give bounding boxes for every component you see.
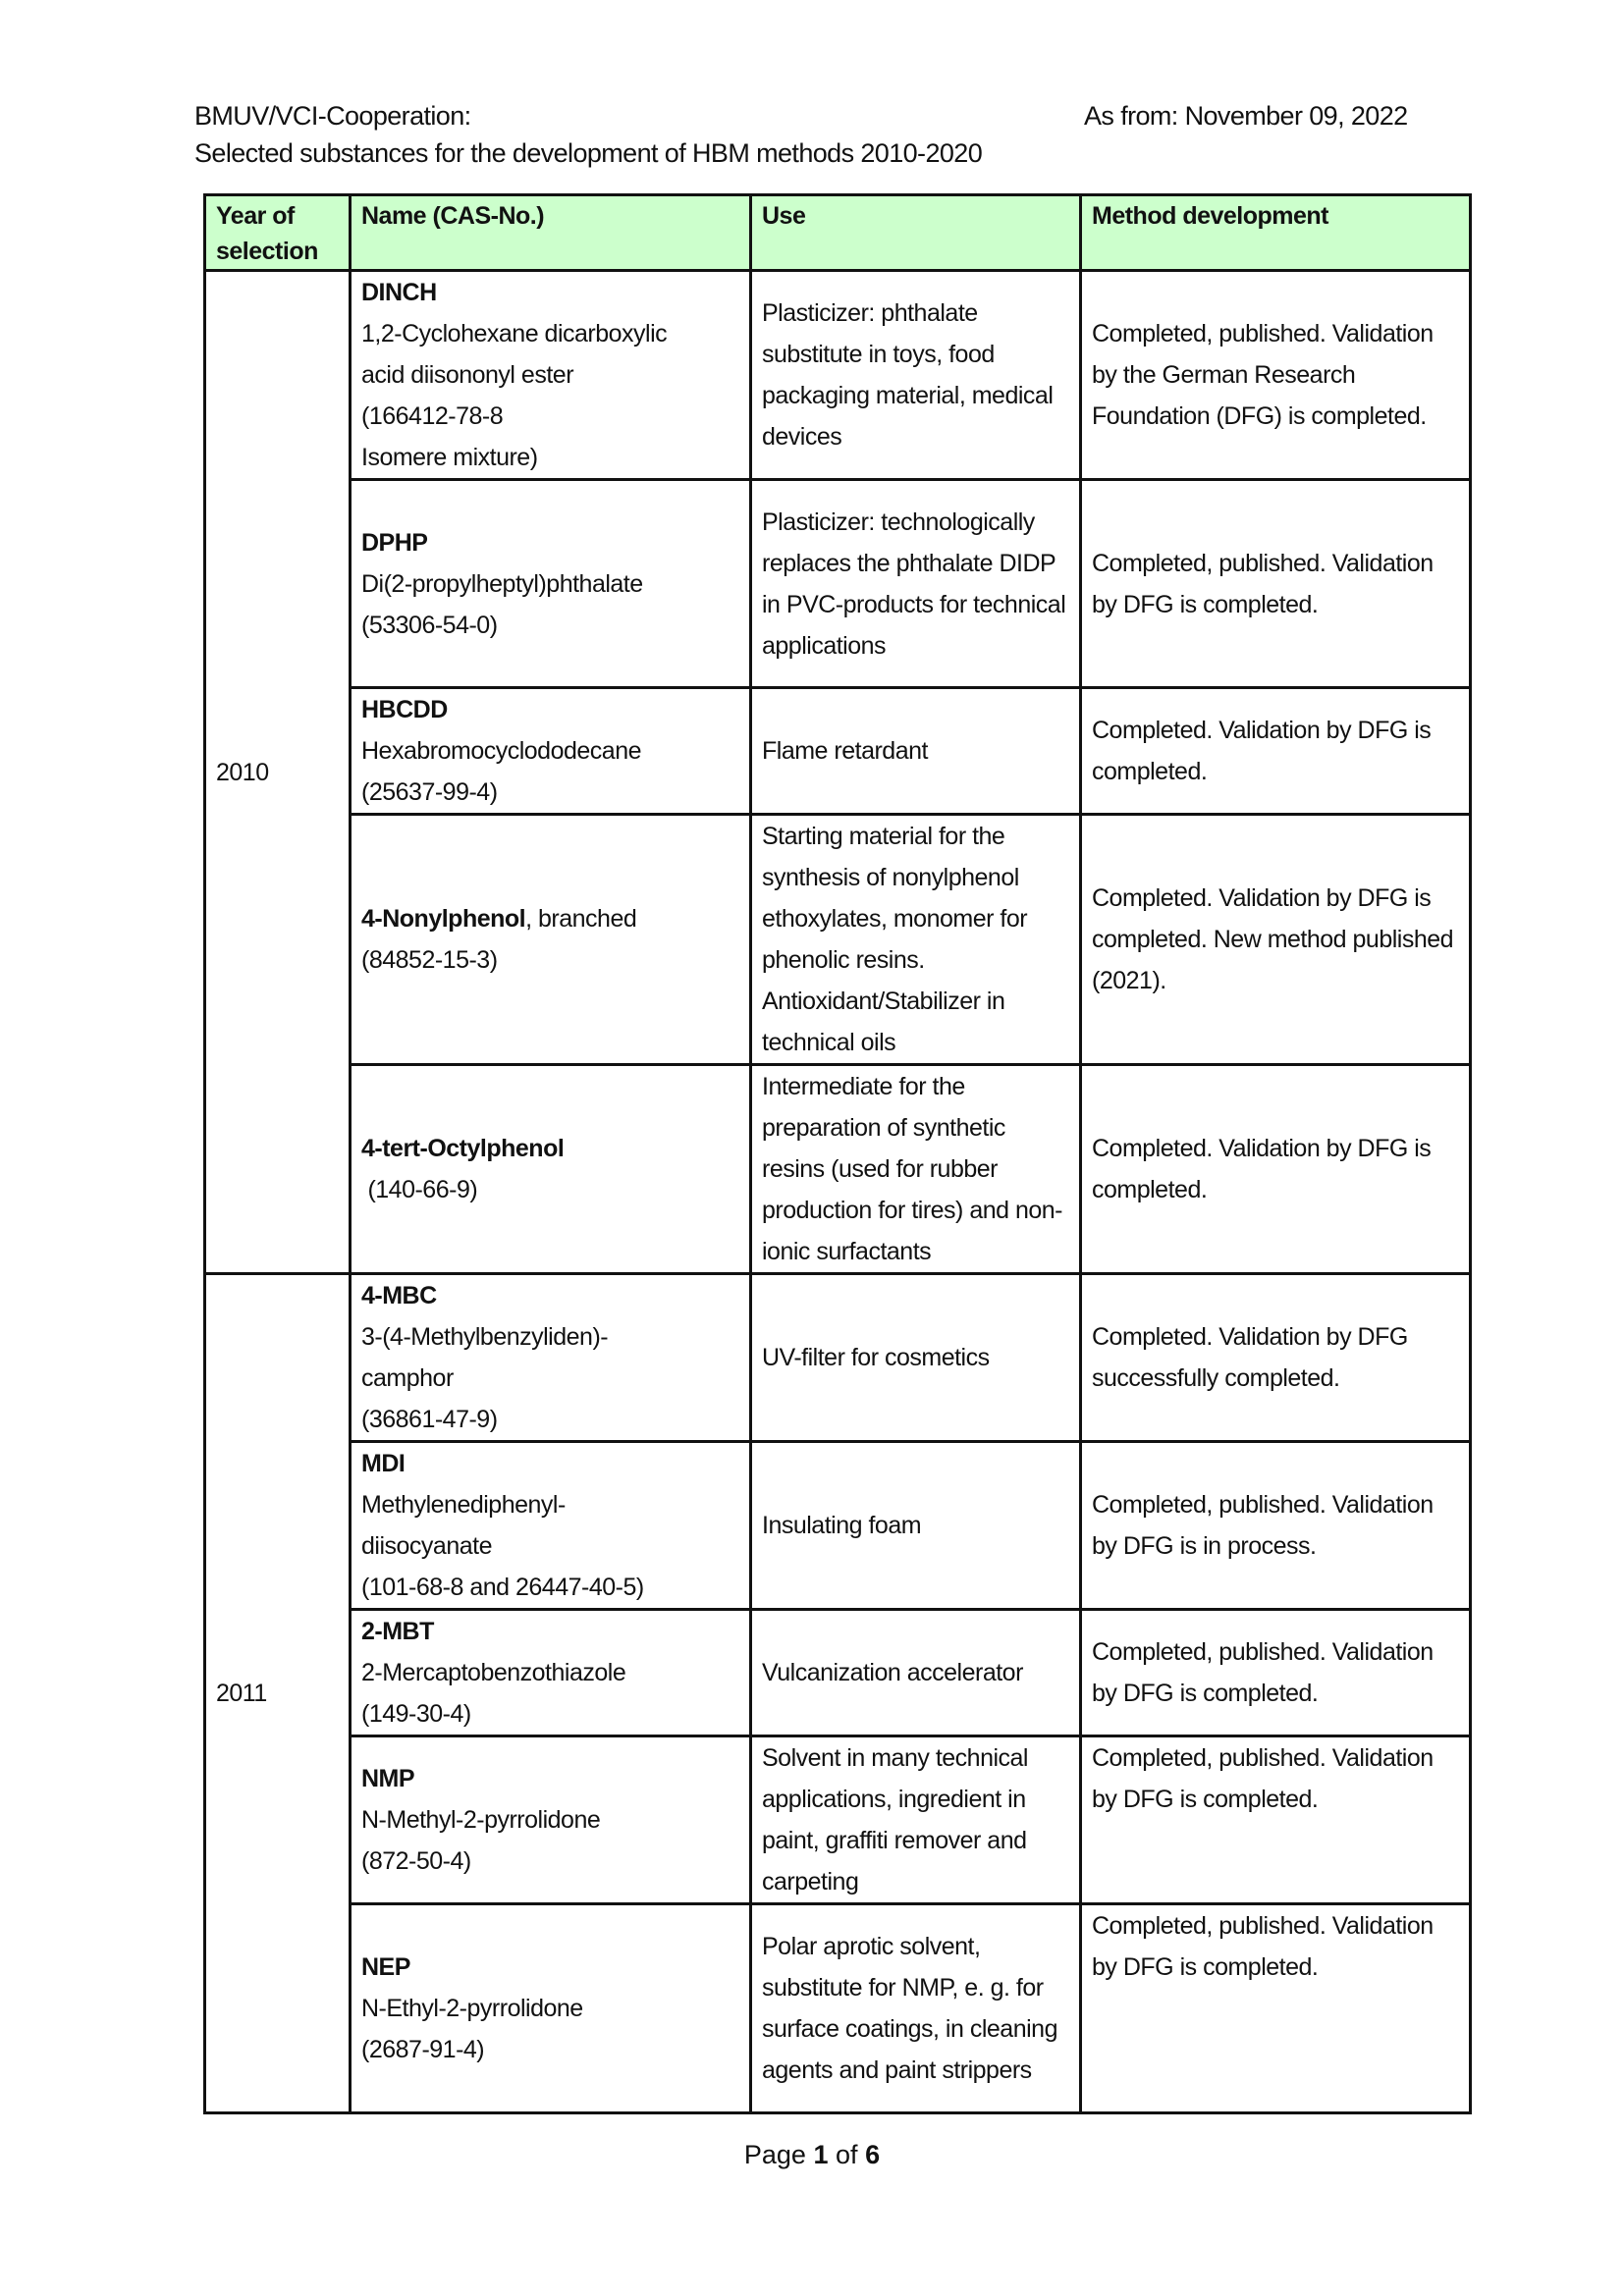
substance-name-line [361,1947,739,1988]
footer-page-label: Page [743,2140,806,2169]
method-development-cell: Completed. Validation by DFG is completed. [1081,688,1471,815]
table-row [205,271,1471,480]
substance-name-line: (2687-91-4) [361,2036,485,2063]
method-development-cell: Completed, published. Validation by the German Research Foundation (DFG) is completed. [1081,271,1471,480]
substance-name-line: Hexabromocyclododecane [361,737,642,765]
use-cell: Plasticizer: phthalate substitute in toys, food packaging material, medical devices [751,271,1081,480]
use-cell: Insulating foam [751,1442,1081,1610]
substance-abbreviation: 4-tert-Octylphenol [361,1135,565,1162]
substances-table [203,193,1472,2114]
name-cell [351,1610,751,1736]
year-cell: 2010 [205,271,351,1274]
substance-name-line: diisocyanate [361,1532,492,1560]
page-footer [0,2140,1624,2170]
substance-name-line: 2-Mercaptobenzothiazole [361,1659,626,1686]
substance-name-line [361,1443,739,1484]
method-development-cell: Completed. Validation by DFG is completed. [1081,1065,1471,1274]
document-org-title: BMUV/VCI-Cooperation: [194,101,471,131]
use-cell: Intermediate for the preparation of synthetic resins (used for rubber production for tires) and non-ionic surfactants [751,1065,1081,1274]
substance-abbreviation: NEP [361,1953,410,1981]
substance-abbreviation: HBCDD [361,696,448,723]
substance-name-line [361,898,739,939]
footer-of-label: of [836,2140,858,2169]
name-cell [351,1904,751,2113]
document-date: As from: November 09, 2022 [1084,101,1408,131]
substance-name-line [361,522,739,563]
method-development-cell: Completed. Validation by DFG successfully completed. [1081,1274,1471,1442]
substance-abbreviation: 2-MBT [361,1618,434,1645]
substance-name-line: N-Ethyl-2-pyrrolidone [361,1995,583,2022]
column-header-method: Method development [1081,195,1471,271]
substance-abbreviation: DINCH [361,279,437,306]
method-development-cell: Completed, published. Validation by DFG is completed. [1081,1904,1471,2113]
column-header-year-line: Year of [216,202,295,230]
table-row [205,688,1471,815]
substance-name-line: (84852-15-3) [361,946,498,974]
name-cell [351,1736,751,1904]
table-row [205,1442,1471,1610]
substance-name-line: (101-68-8 and 26447-40-5) [361,1574,644,1601]
method-development-cell: Completed. Validation by DFG is completed. New method published (2021). [1081,815,1471,1065]
substance-abbreviation: DPHP [361,528,428,557]
name-cell [351,480,751,688]
substance-abbreviation: 4-MBC [361,1282,437,1309]
name-cell [351,1274,751,1442]
name-cell [351,815,751,1065]
use-cell: Solvent in many technical applications, ingredient in paint, graffiti remover and carpeting [751,1736,1081,1904]
table-row [205,1065,1471,1274]
use-cell: UV-filter for cosmetics [751,1274,1081,1442]
substance-name-line: Methylenediphenyl- [361,1491,566,1519]
table-row [205,1904,1471,2113]
substance-name-line: acid diisononyl ester [361,361,574,389]
substance-name-line [361,689,739,730]
substance-name-line: (166412-78-8 [361,402,504,430]
use-cell: Starting material for the synthesis of nonylphenol ethoxylates, monomer for phenolic resins. Antioxidant/Stabilizer in technical oils [751,815,1081,1065]
substance-name-line: (25637-99-4) [361,778,498,806]
table-row [205,480,1471,688]
year-cell: 2011 [205,1274,351,2113]
substance-name-line: 1,2-Cyclohexane dicarboxylic [361,320,668,347]
use-cell: Polar aprotic solvent, substitute for NMP, e. g. for surface coatings, in cleaning agents and paint strippers [751,1904,1081,2113]
substance-name-line: (872-50-4) [361,1847,471,1875]
table-row [205,1736,1471,1904]
use-cell: Plasticizer: technologically replaces the phthalate DIDP in PVC-products for technical applications [751,480,1081,688]
table-row [205,1610,1471,1736]
substance-name-line: (36861-47-9) [361,1406,498,1433]
use-cell: Flame retardant [751,688,1081,815]
substance-name-line [361,1611,739,1652]
use-cell: Vulcanization accelerator [751,1610,1081,1736]
substance-name-line [361,272,739,313]
substance-name-line [361,1128,739,1169]
substance-name-line: camphor [361,1364,454,1392]
column-header-year [205,195,351,271]
substance-name-line: (53306-54-0) [361,611,498,639]
method-development-cell: Completed, published. Validation by DFG is completed. [1081,1610,1471,1736]
table-row [205,815,1471,1065]
substance-abbreviation: 4-Nonylphenol [361,905,526,933]
substance-abbreviation-suffix: , branched [525,905,637,933]
column-header-year-line: selection [216,238,318,265]
method-development-cell: Completed, published. Validation by DFG is completed. [1081,1736,1471,1904]
footer-page-total: 6 [865,2140,881,2169]
method-development-cell: Completed, published. Validation by DFG is in process. [1081,1442,1471,1610]
substance-abbreviation: NMP [361,1765,415,1792]
name-cell [351,1442,751,1610]
substance-name-line: 3-(4-Methylbenzyliden)- [361,1323,609,1351]
substance-name-line: (149-30-4) [361,1700,471,1728]
document-subtitle: Selected substances for the development of HBM methods 2010-2020 [194,138,983,168]
name-cell [351,271,751,480]
name-cell [351,688,751,815]
substance-name-line [361,1275,739,1316]
method-development-cell: Completed, published. Validation by DFG is completed. [1081,480,1471,688]
substance-name-line: Di(2-propylheptyl)phthalate [361,569,643,598]
footer-page-current: 1 [813,2140,829,2169]
column-header-use: Use [751,195,1081,271]
substance-name-line: Isomere mixture) [361,444,538,471]
table-row [205,1274,1471,1442]
substance-abbreviation: MDI [361,1450,406,1477]
substance-name-line [361,1758,739,1799]
table-header-row [205,195,1471,271]
name-cell [351,1065,751,1274]
column-header-name: Name (CAS-No.) [351,195,751,271]
substance-name-line: N-Methyl-2-pyrrolidone [361,1806,601,1834]
substance-name-line: (140-66-9) [361,1176,478,1203]
